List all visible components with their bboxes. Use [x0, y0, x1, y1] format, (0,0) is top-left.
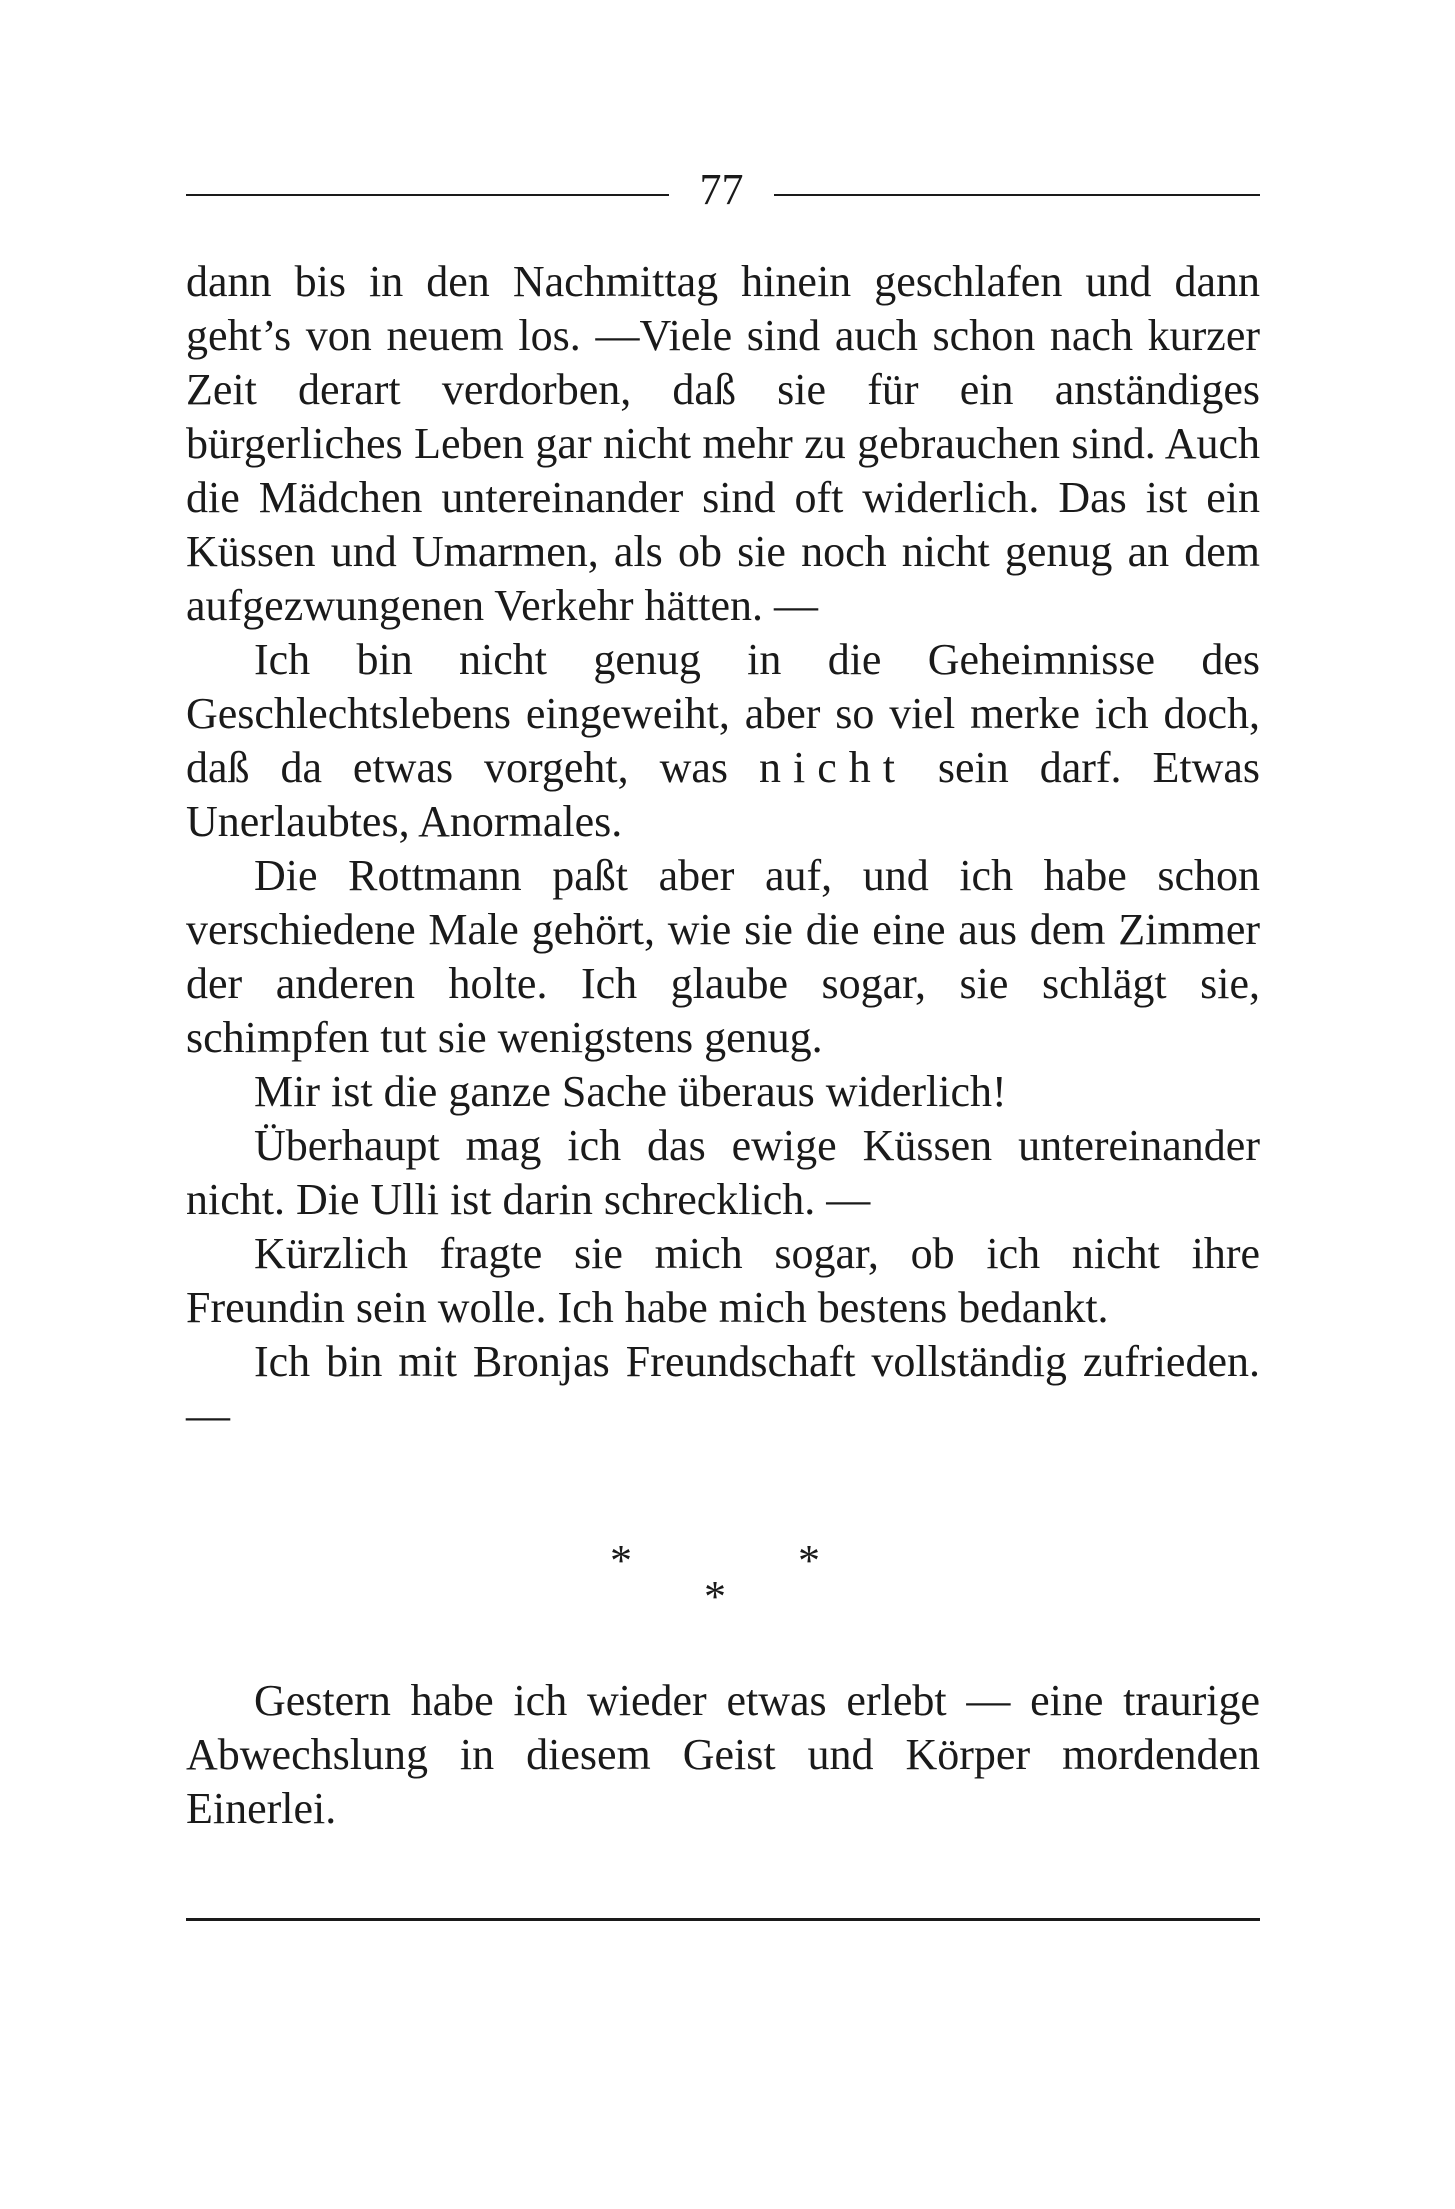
asterisk-right: *	[798, 1536, 820, 1585]
header-rule-left	[186, 194, 669, 196]
paragraph-2-start: Ich bin nicht genug in die Geheimnisse des Geschlechtslebens eingeweiht, aber so viel merke ich doch, daß da etwas vorgeht, was	[186, 635, 1260, 792]
asterisk-bottom: *	[704, 1572, 726, 1621]
body-text	[186, 255, 1260, 1443]
paragraph-5: Überhaupt mag ich das ewige Küssen untereinander nicht. Die Ulli ist darin schrecklich. —	[186, 1121, 1260, 1224]
paragraph-7: Ich bin mit Bronjas Freundschaft vollständig zufrieden. —	[186, 1337, 1260, 1440]
footer-rule	[186, 1918, 1260, 1921]
paragraph-2	[186, 633, 1260, 849]
closing-text	[186, 1674, 1260, 1836]
section-separator	[580, 1535, 860, 1625]
page-number: 77	[699, 165, 744, 214]
paragraph-8: Gestern habe ich wieder etwas erlebt — eine traurige Abwechslung in diesem Geist und Körper mordenden Einerlei.	[186, 1676, 1260, 1833]
paragraph-2-end: sein darf. Etwas Unerlaubtes, Anormales.	[186, 743, 1260, 846]
paragraph-6: Kürzlich fragte sie mich sogar, ob ich nicht ihre Freundin sein wolle. Ich habe mich bestens bedankt.	[186, 1229, 1260, 1332]
emphasized-word: nicht	[758, 743, 907, 792]
paragraph-3: Die Rottmann paßt aber auf, und ich habe schon verschiedene Male gehört, wie sie die eine aus dem Zimmer der anderen holte. Ich glaube sogar, sie schlägt sie, schimpfen tut sie wenigstens genug.	[186, 851, 1260, 1062]
asterisk-left: *	[610, 1536, 632, 1585]
page-header	[186, 160, 1260, 220]
paragraph-4: Mir ist die ganze Sache überaus widerlich!	[254, 1067, 1007, 1116]
header-rule-right	[774, 194, 1260, 196]
paragraph-1: dann bis in den Nachmittag hinein geschlafen und dann geht’s von neuem los. —Viele sind auch schon nach kurzer Zeit derart verdorben, daß sie für ein anständiges bürgerliches Leben gar nicht mehr zu gebrauchen sind. Auch die Mädchen untereinander sind oft widerlich. Das ist ein Küssen und Umarmen, als ob sie noch nicht genug an dem aufgezwungenen Verkehr hätten. —	[186, 257, 1260, 630]
